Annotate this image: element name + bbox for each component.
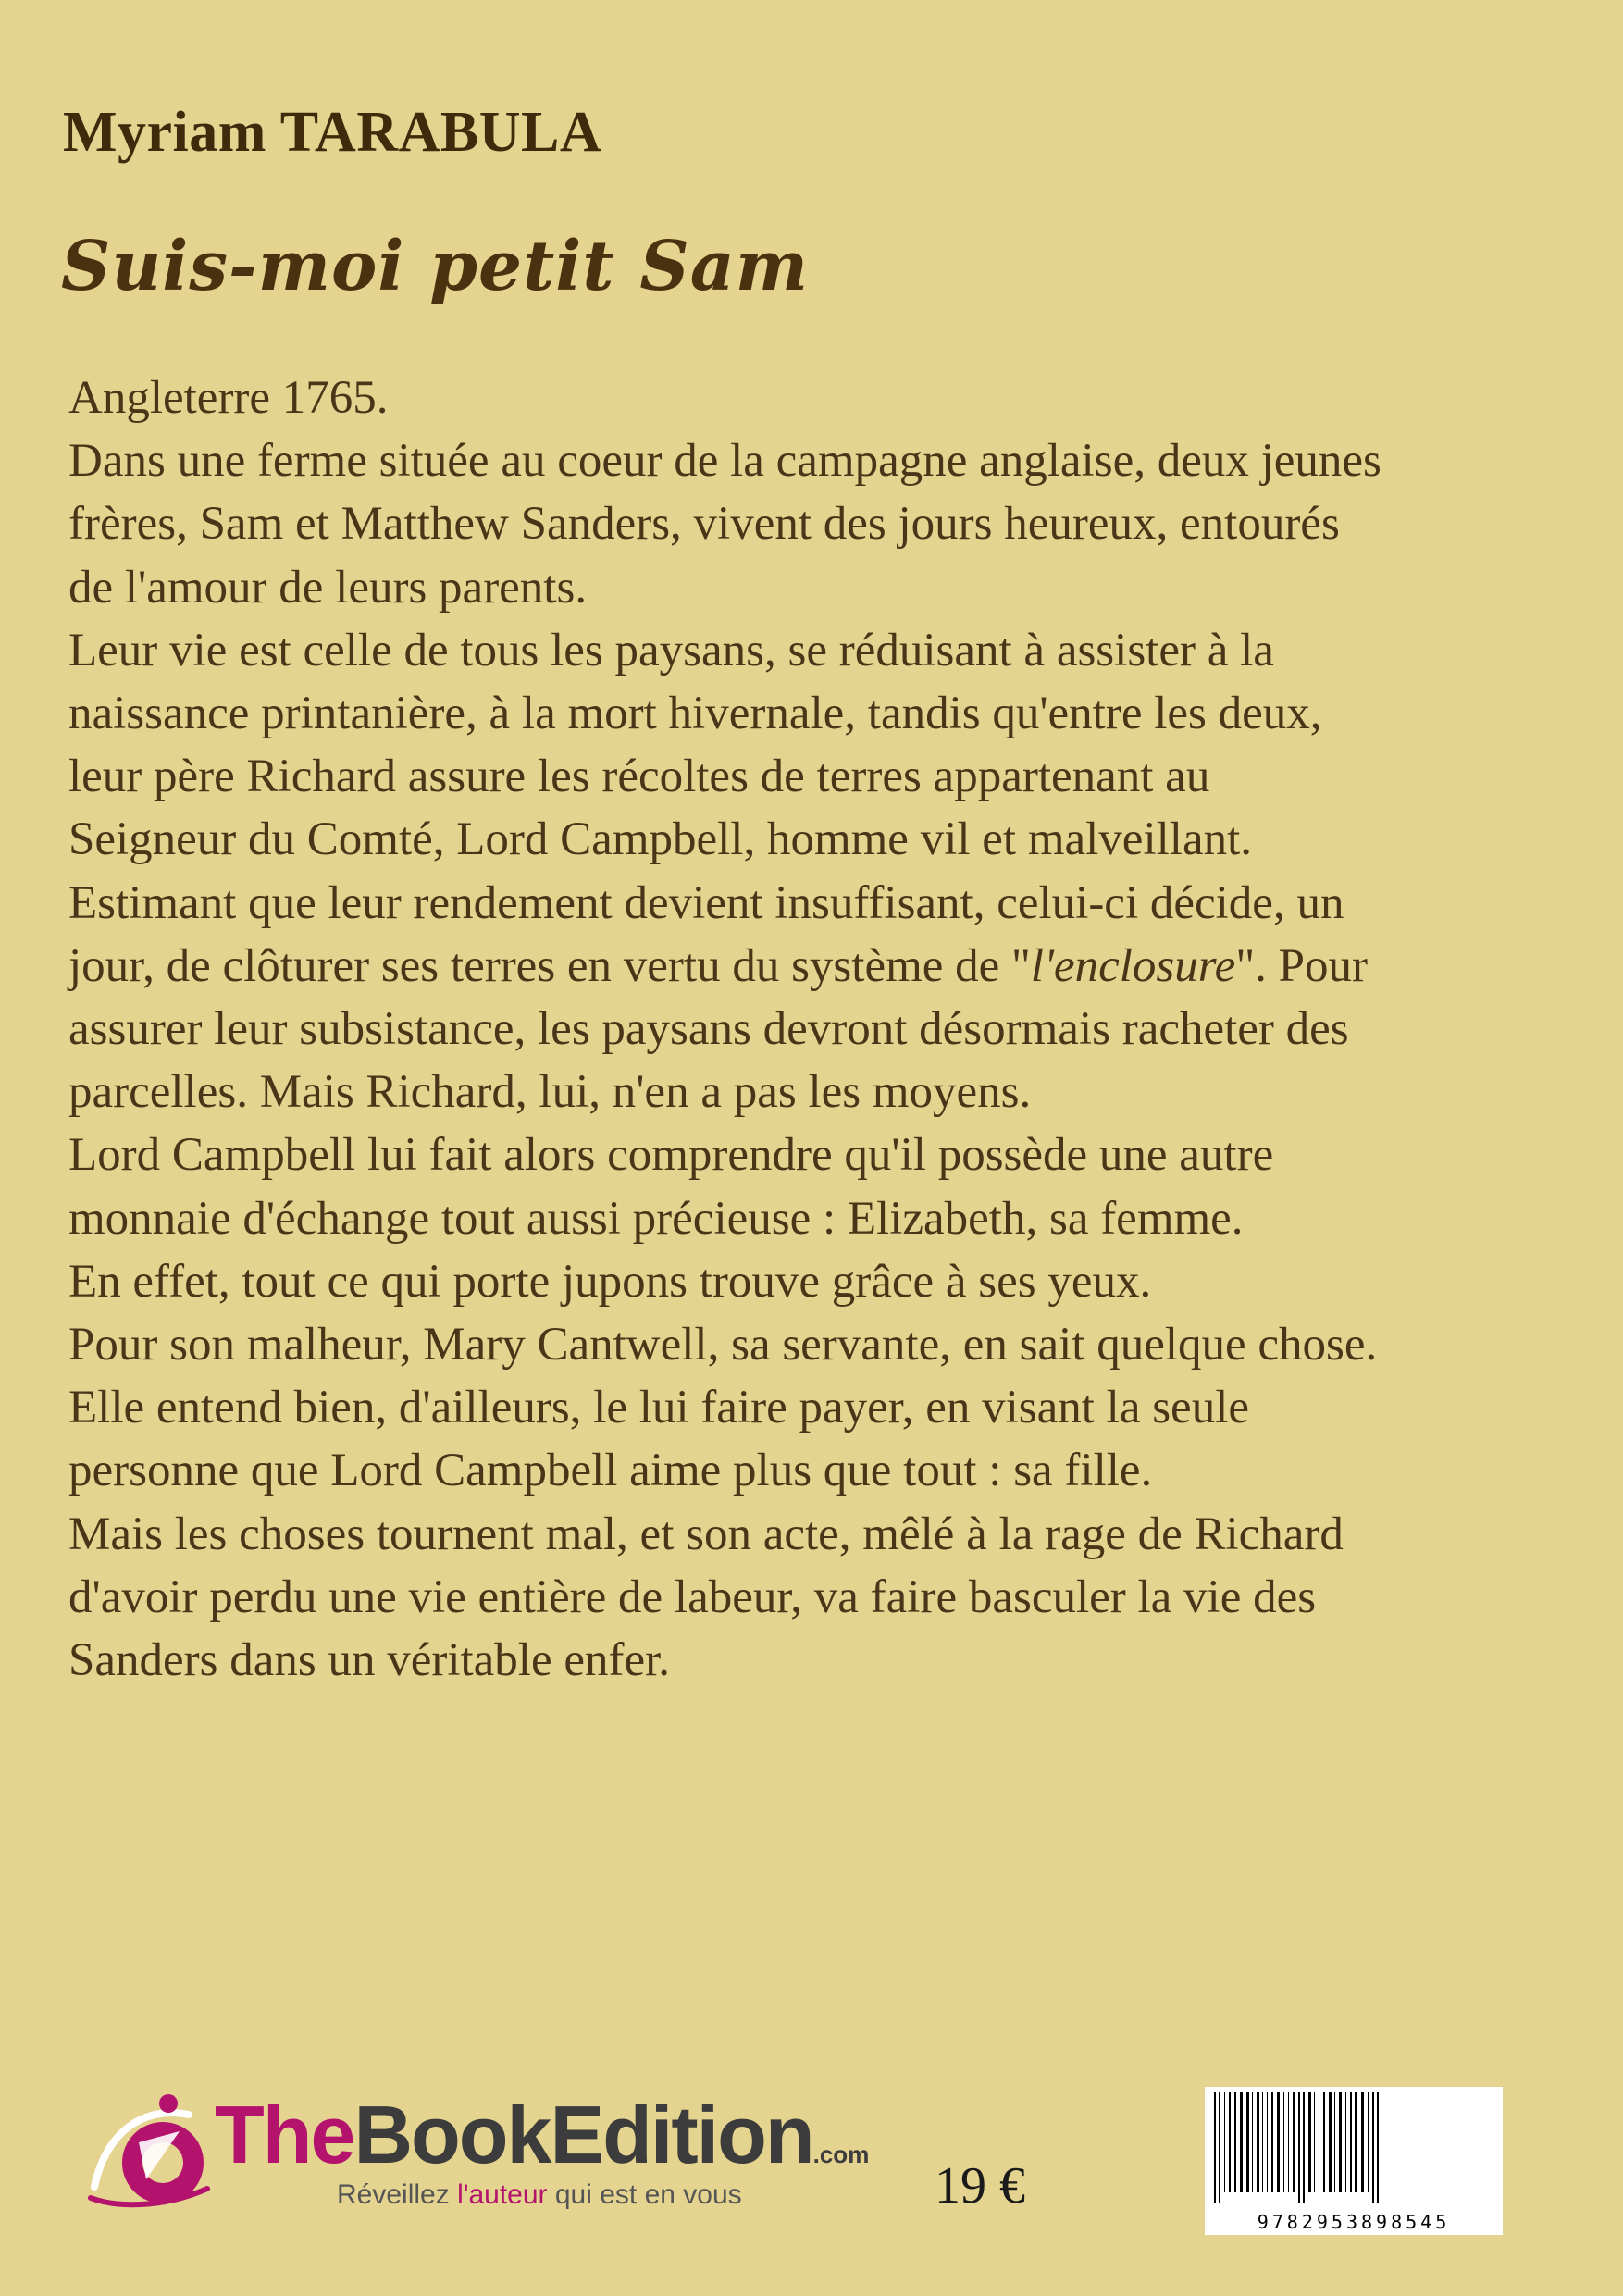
publisher-domain: .com bbox=[812, 2141, 870, 2168]
barcode-bar bbox=[1267, 2092, 1268, 2192]
blurb-line: Angleterre 1765. bbox=[68, 372, 389, 424]
barcode-bar bbox=[1355, 2092, 1357, 2192]
barcode-bar bbox=[1214, 2092, 1216, 2203]
publisher-emblem-icon bbox=[78, 2078, 217, 2216]
barcode-bars bbox=[1210, 2092, 1497, 2203]
blurb-line: assurer leur subsistance, les paysans devront désormais racheter des bbox=[68, 1003, 1349, 1056]
barcode-bar bbox=[1323, 2092, 1325, 2192]
blurb-line: leur père Richard assure les récoltes de terres appartenant au bbox=[68, 751, 1210, 803]
barcode-bar bbox=[1368, 2092, 1369, 2192]
publisher-tagline bbox=[337, 2179, 742, 2211]
barcode-bar bbox=[1350, 2092, 1352, 2192]
blurb-line bbox=[68, 935, 1567, 998]
blurb-line: Sanders dans un véritable enfer. bbox=[68, 1634, 671, 1687]
enclosure-term: l'enclosure bbox=[1030, 939, 1236, 992]
barcode-bar bbox=[1224, 2092, 1225, 2192]
blurb-line: Estimant que leur rendement devient insuffisant, celui-ci décide, un bbox=[68, 876, 1344, 929]
blurb-line: Pour son malheur, Mary Cantwell, sa servante, en sait quelque chose. bbox=[68, 1319, 1378, 1371]
blurb-line: Elle entend bien, d'ailleurs, le lui faire payer, en visant la seule bbox=[68, 1382, 1249, 1434]
barcode-bar bbox=[1303, 2092, 1305, 2203]
publisher-name-the: The bbox=[215, 2089, 354, 2180]
blurb-line: Mais les choses tournent mal, et son acte, mêlé à la rage de Richard bbox=[68, 1508, 1344, 1560]
barcode-bar bbox=[1283, 2092, 1284, 2192]
tagline-highlight: l'auteur bbox=[457, 2179, 548, 2210]
price: 19 € bbox=[935, 2157, 1025, 2215]
publisher-logo bbox=[78, 2078, 870, 2216]
blurb-line: parcelles. Mais Richard, lui, n'en a pas les moyens. bbox=[68, 1066, 1032, 1119]
blurb-line-start: jour, de clôturer ses terres en vertu du système de " bbox=[68, 939, 1031, 992]
isbn-digits: 9782953898545 bbox=[1257, 2211, 1451, 2233]
barcode-bar bbox=[1293, 2092, 1295, 2192]
blurb-line: Lord Campbell lui fait alors comprendre qu'il possède une autre bbox=[68, 1129, 1274, 1182]
barcode-bar bbox=[1277, 2092, 1280, 2192]
barcode-bar bbox=[1246, 2092, 1249, 2192]
isbn-barcode bbox=[1205, 2087, 1503, 2235]
barcode-bar bbox=[1314, 2092, 1315, 2192]
barcode-bar bbox=[1334, 2092, 1335, 2192]
barcode-bar bbox=[1298, 2092, 1300, 2203]
blurb-line: Seigneur du Comté, Lord Campbell, homme vil et malveillant. bbox=[68, 813, 1253, 866]
author-name: Myriam TARABULA bbox=[63, 101, 602, 164]
barcode-bar bbox=[1252, 2092, 1253, 2192]
blurb-line: naissance printanière, à la mort hivernale, tandis qu'entre les deux, bbox=[68, 688, 1322, 740]
barcode-bar bbox=[1339, 2092, 1342, 2192]
tagline-start: Réveillez bbox=[337, 2179, 458, 2210]
publisher-name-rest: BookEdition bbox=[353, 2089, 813, 2180]
blurb-line: frères, Sam et Matthew Sanders, vivent des jours heureux, entourés bbox=[68, 498, 1340, 551]
blurb-line: d'avoir perdu une vie entière de labeur, va faire basculer la vie des bbox=[68, 1570, 1317, 1623]
blurb-line: Dans une ferme située au coeur de la campagne anglaise, deux jeunes bbox=[68, 435, 1381, 488]
barcode-bar bbox=[1257, 2092, 1259, 2192]
blurb-line: de l'amour de leurs parents. bbox=[68, 561, 588, 614]
blurb-line-end: ". Pour bbox=[1235, 939, 1368, 992]
publisher-wordmark bbox=[215, 2089, 870, 2180]
barcode-bar bbox=[1271, 2092, 1273, 2192]
tagline-end: qui est en vous bbox=[547, 2179, 742, 2210]
blurb-text bbox=[68, 366, 1567, 1692]
blurb-line: Leur vie est celle de tous les paysans, se réduisant à assister à la bbox=[68, 624, 1274, 676]
barcode-bar bbox=[1361, 2092, 1364, 2192]
blurb-line: En effet, tout ce qui porte jupons trouve grâce à ses yeux. bbox=[68, 1255, 1152, 1308]
barcode-bar bbox=[1229, 2092, 1231, 2192]
barcode-bar bbox=[1240, 2092, 1243, 2192]
barcode-bar bbox=[1377, 2092, 1379, 2203]
barcode-bar bbox=[1372, 2092, 1374, 2203]
barcode-bar bbox=[1308, 2092, 1311, 2192]
barcode-bar bbox=[1329, 2092, 1332, 2192]
blurb-line: personne que Lord Campbell aime plus que tout : sa fille. bbox=[68, 1445, 1153, 1497]
book-title: Suis-moi petit Sam bbox=[61, 227, 810, 306]
barcode-bar bbox=[1345, 2092, 1346, 2192]
barcode-bar bbox=[1234, 2092, 1236, 2192]
blurb-line: monnaie d'échange tout aussi précieuse : Elizabeth, sa femme. bbox=[68, 1192, 1244, 1245]
barcode-bar bbox=[1219, 2092, 1220, 2203]
barcode-bar bbox=[1262, 2092, 1263, 2192]
barcode-bar bbox=[1288, 2092, 1289, 2192]
